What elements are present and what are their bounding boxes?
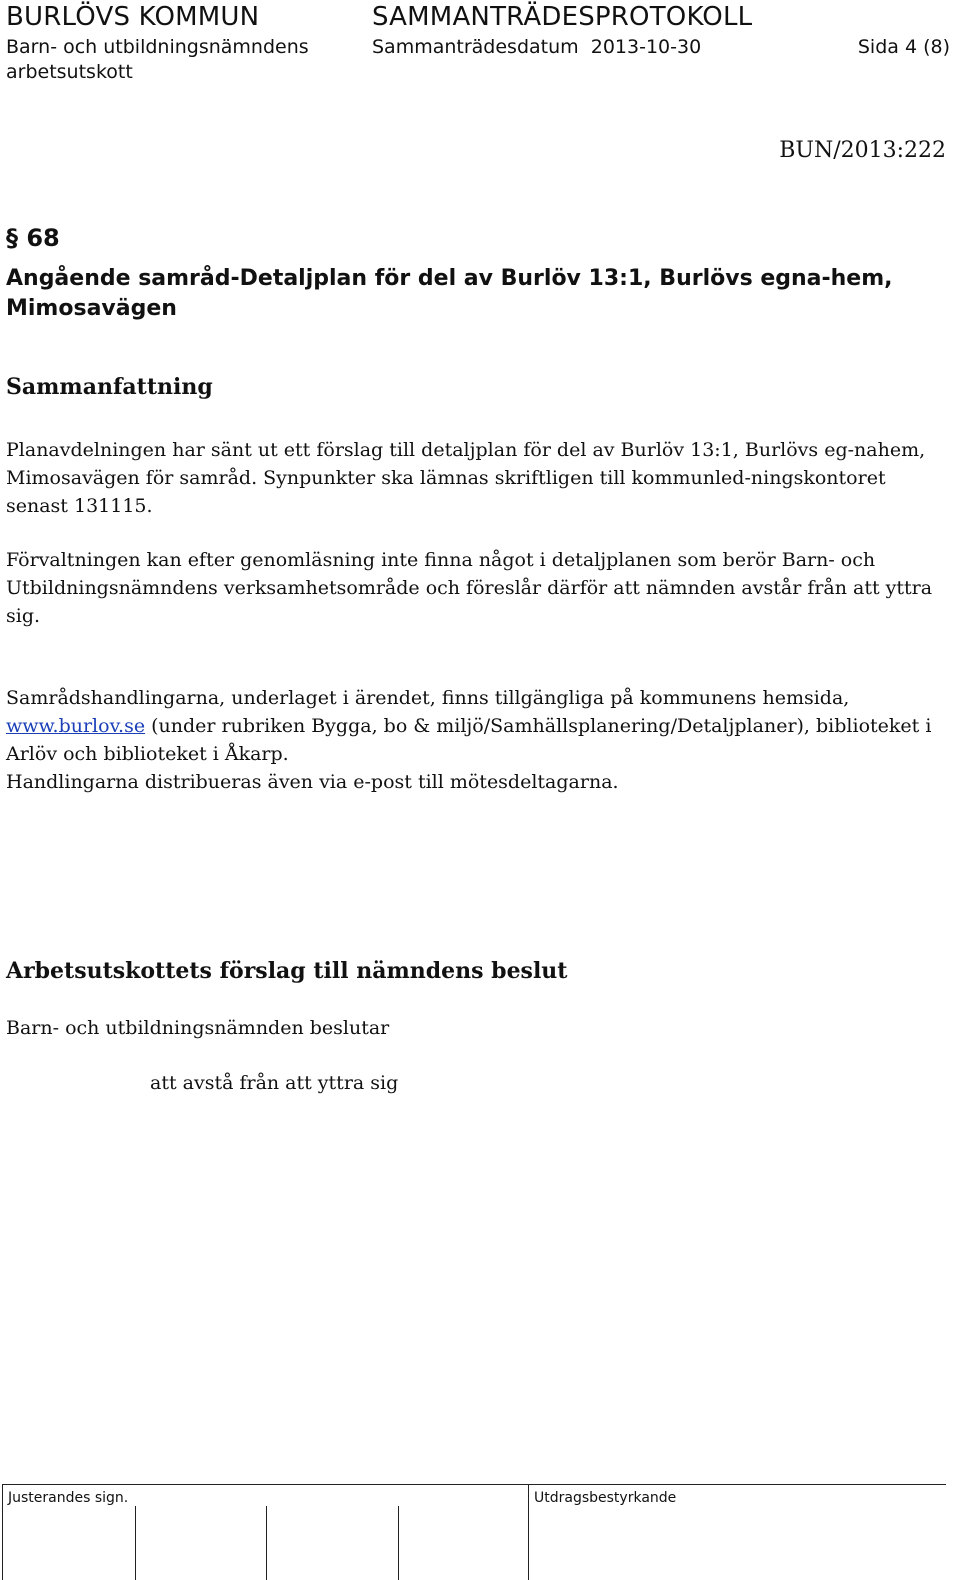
utdragsbestyrkande-label: Utdragsbestyrkande bbox=[534, 1490, 677, 1506]
page-number: Sida 4 (8) bbox=[857, 36, 950, 58]
summary-paragraph-3 bbox=[6, 684, 946, 768]
signature-cell-divider bbox=[135, 1506, 136, 1580]
signature-table bbox=[0, 1484, 950, 1580]
municipality-name: BURLÖVS KOMMUN bbox=[6, 2, 260, 32]
section-number bbox=[6, 224, 60, 252]
table-top-border bbox=[2, 1484, 946, 1485]
justerandes-label: Justerandes sign. bbox=[8, 1490, 129, 1506]
section-symbol: § bbox=[6, 224, 18, 252]
paragraph-3-start: Samrådshandlingarna, underlaget i ärendet, finns tillgängliga på kommunens hemsida, bbox=[6, 687, 850, 709]
section-number-value: 68 bbox=[26, 224, 60, 252]
document-type: SAMMANTRÄDESPROTOKOLL bbox=[372, 2, 753, 32]
website-link[interactable]: www.burlov.se bbox=[6, 715, 146, 737]
proposal-heading: Arbetsutskottets förslag till nämndens beslut bbox=[6, 958, 568, 984]
case-reference: BUN/2013:222 bbox=[779, 138, 946, 163]
summary-paragraph-2: Förvaltningen kan efter genomläsning inte finna något i detaljplanen som berör Barn- och Utbildningsnämndens verksamhetsområde och föreslår därför att nämnden avstår från att yttra sig. bbox=[6, 549, 933, 627]
signature-cell-divider bbox=[266, 1506, 267, 1580]
decision-intro: Barn- och utbildningsnämnden beslutar bbox=[6, 1017, 390, 1039]
paragraph-3-end: (under rubriken Bygga, bo & miljö/Samhällsplanering/Detaljplaner), biblioteket i Arlöv och biblioteket i Åkarp. bbox=[6, 715, 932, 765]
section-title: Angående samråd-Detaljplan för del av Burlöv 13:1, Burlövs egna-hem, Mimosavägen bbox=[6, 266, 893, 321]
committee-name-line2: arbetsutskott bbox=[6, 61, 133, 83]
signature-section-divider bbox=[528, 1484, 529, 1580]
table-left-border bbox=[2, 1484, 3, 1580]
meeting-date: Sammanträdesdatum 2013-10-30 bbox=[372, 36, 702, 58]
signature-cell-divider bbox=[398, 1506, 399, 1580]
summary-heading: Sammanfattning bbox=[6, 374, 213, 400]
summary-paragraph-4: Handlingarna distribueras även via e-post till mötesdeltagarna. bbox=[6, 771, 619, 793]
decision-text: att avstå från att yttra sig bbox=[150, 1072, 399, 1094]
committee-name-line1: Barn- och utbildningsnämndens bbox=[6, 36, 309, 58]
summary-paragraph-1: Planavdelningen har sänt ut ett förslag till detaljplan för del av Burlöv 13:1, Burlövs eg-nahem, Mimosavägen för samråd. Synpunkter ska lämnas skriftligen till kommunled-ningskontoret senast 131115. bbox=[6, 439, 926, 517]
